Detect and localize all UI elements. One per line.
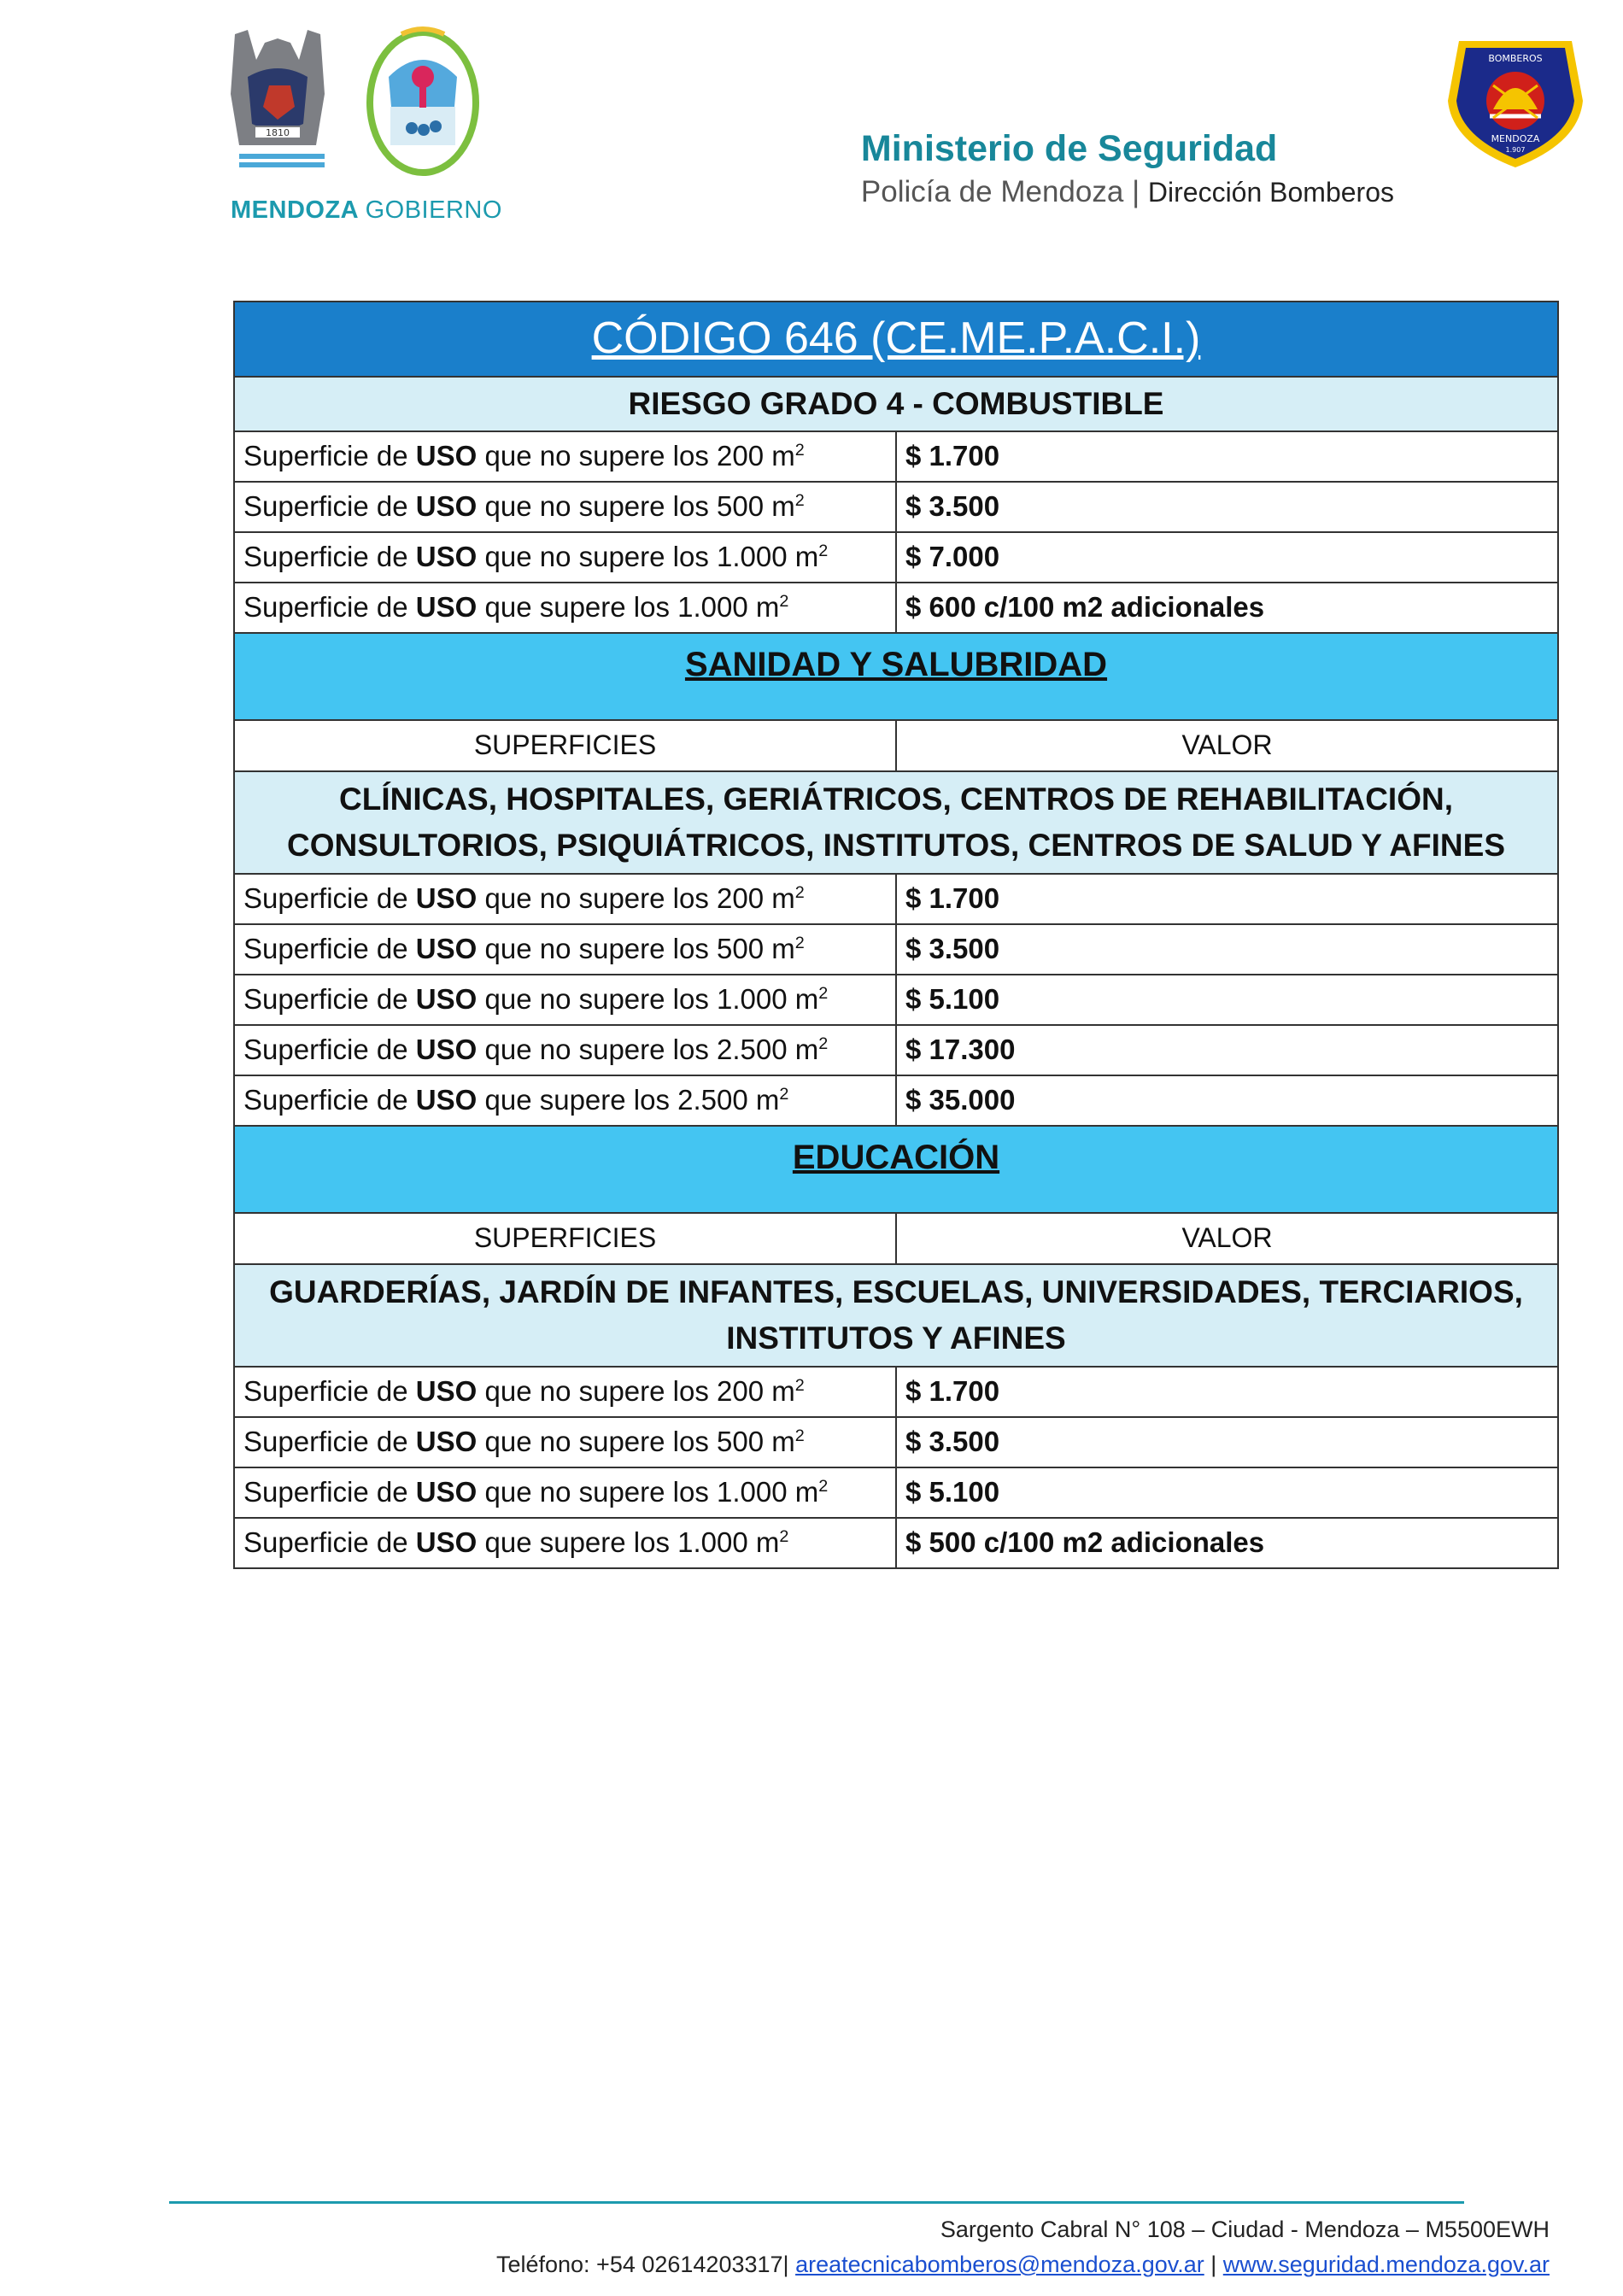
- svg-text:BOMBEROS: BOMBEROS: [1488, 53, 1543, 64]
- svg-text:MENDOZA: MENDOZA: [1491, 133, 1540, 144]
- column-header-row: [234, 1213, 1558, 1264]
- table-row: [234, 431, 1558, 482]
- educacion-category: GUARDERÍAS, JARDÍN DE INFANTES, ESCUELAS, UNIVERSIDADES, TERCIARIOS, INSTITUTOS Y AFINES: [234, 1264, 1558, 1367]
- ministry-title: Ministerio de Seguridad: [860, 128, 1278, 169]
- surface-cell: Superficie de USO que no supere los 200 $m^2$: [234, 874, 896, 924]
- risk-title: RIESGO GRADO 4 - COMBUSTIBLE: [234, 377, 1558, 431]
- value-cell: $ 1.700: [896, 874, 1558, 924]
- value-cell: $ 1.700: [896, 1367, 1558, 1417]
- value-cell: $ 7.000: [896, 532, 1558, 583]
- column-header-value: VALOR: [896, 720, 1558, 771]
- province-shield-icon: [370, 29, 476, 173]
- eagle-crest-icon: [231, 30, 325, 167]
- brand-name: MENDOZA GOBIERNO: [231, 196, 502, 224]
- table-row: [234, 583, 1558, 633]
- value-cell: $ 1.700: [896, 431, 1558, 482]
- table-row: [234, 1417, 1558, 1467]
- surface-cell: Superficie de USO que no supere los 1.000 $m^2$: [234, 1467, 896, 1518]
- surface-cell: Superficie de USO que no supere los 200 $m^2$: [234, 431, 896, 482]
- surface-cell: Superficie de USO que no supere los 500 $m^2$: [234, 482, 896, 532]
- table-row: [234, 1518, 1558, 1568]
- table-row: [234, 1367, 1558, 1417]
- bomberos-shield-icon: [1442, 32, 1589, 171]
- value-cell: $ 600 c/100 m2 adicionales: [896, 583, 1558, 633]
- tariff-table: [233, 301, 1559, 1569]
- table-row: [234, 924, 1558, 975]
- surface-cell: Superficie de USO que supere los 2.500 $m^2$: [234, 1075, 896, 1126]
- table-title: CÓDIGO 646 (CE.ME.P.A.C.I.): [234, 302, 1558, 377]
- column-header-surface: SUPERFICIES: [234, 720, 896, 771]
- value-cell: $ 3.500: [896, 482, 1558, 532]
- table-row: [234, 1025, 1558, 1075]
- table-row: [234, 1075, 1558, 1126]
- educacion-title: EDUCACIÓN: [234, 1126, 1558, 1213]
- value-cell: $ 5.100: [896, 1467, 1558, 1518]
- surface-cell: Superficie de USO que no supere los 1.000 $m^2$: [234, 975, 896, 1025]
- footer-separator: |: [1210, 2252, 1217, 2277]
- surface-cell: Superficie de USO que no supere los 2.500 $m^2$: [234, 1025, 896, 1075]
- surface-cell: Superficie de USO que no supere los 1.000 $m^2$: [234, 532, 896, 583]
- surface-cell: Superficie de USO que no supere los 500 $m^2$: [234, 1417, 896, 1467]
- table-row: [234, 975, 1558, 1025]
- table-row: [234, 1467, 1558, 1518]
- footer-email-link[interactable]: areatecnicabomberos@mendoza.gov.ar: [795, 2252, 1204, 2277]
- table-row: [234, 874, 1558, 924]
- value-cell: $ 17.300: [896, 1025, 1558, 1075]
- category-header-educacion: [234, 1264, 1558, 1367]
- footer-address: Sargento Cabral N° 108 – Ciudad - Mendoza – M5500EWH: [940, 2217, 1550, 2242]
- sanidad-category: CLÍNICAS, HOSPITALES, GERIÁTRICOS, CENTROS DE REHABILITACIÓN, CONSULTORIOS, PSIQUIÁTRICOS, INSTITUTOS, CENTROS DE SALUD Y AFINES: [234, 771, 1558, 874]
- table-row: [234, 532, 1558, 583]
- surface-cell: Superficie de USO que supere los 1.000 $m^2$: [234, 583, 896, 633]
- table-row: [234, 482, 1558, 532]
- sanidad-title: SANIDAD Y SALUBRIDAD: [234, 633, 1558, 720]
- svg-text:1810: 1810: [266, 127, 290, 138]
- section-header-risk: [234, 377, 1558, 431]
- column-header-surface: SUPERFICIES: [234, 1213, 896, 1264]
- svg-text:1.907: 1.907: [1505, 146, 1526, 154]
- footer-divider: [169, 2201, 1464, 2204]
- surface-cell: Superficie de USO que no supere los 500 $m^2$: [234, 924, 896, 975]
- column-header-value: VALOR: [896, 1213, 1558, 1264]
- surface-cell: Superficie de USO que supere los 1.000 $m^2$: [234, 1518, 896, 1568]
- surface-cell: Superficie de USO que no supere los 200 $m^2$: [234, 1367, 896, 1417]
- category-header-sanidad: [234, 771, 1558, 874]
- table-title-row: [234, 302, 1558, 377]
- value-cell: $ 35.000: [896, 1075, 1558, 1126]
- column-header-row: [234, 720, 1558, 771]
- value-cell: $ 3.500: [896, 1417, 1558, 1467]
- section-header-educacion: [234, 1126, 1558, 1213]
- value-cell: $ 3.500: [896, 924, 1558, 975]
- ministry-subtitle: Policía de Mendoza | Dirección Bomberos: [860, 175, 1394, 208]
- value-cell: $ 500 c/100 m2 adicionales: [896, 1518, 1558, 1568]
- footer-website-link[interactable]: www.seguridad.mendoza.gov.ar: [1222, 2252, 1550, 2277]
- value-cell: $ 5.100: [896, 975, 1558, 1025]
- footer-contact: [496, 2252, 1550, 2278]
- footer-phone: Teléfono: +54 02614203317|: [495, 2252, 789, 2277]
- section-header-sanidad: [234, 633, 1558, 720]
- ministry-header: [861, 128, 1394, 209]
